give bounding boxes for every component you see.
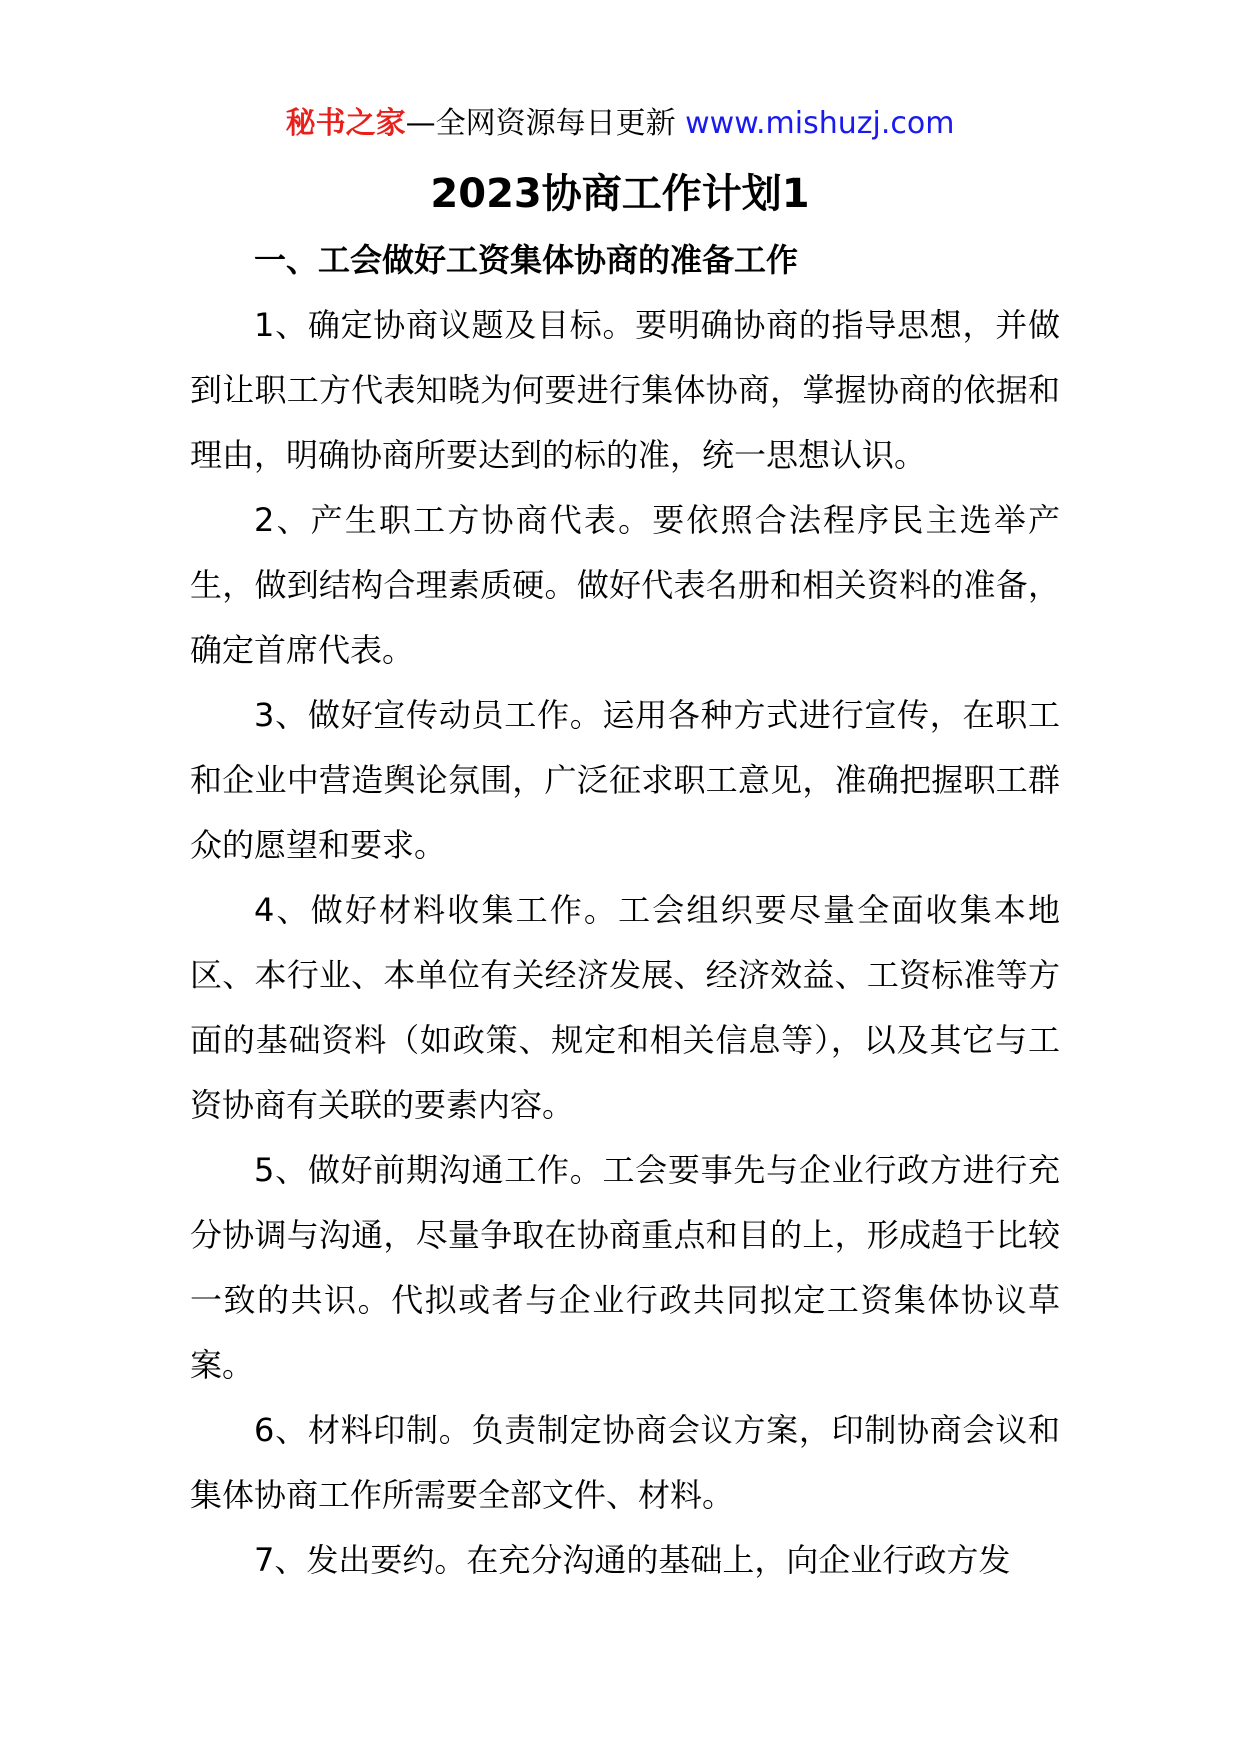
site-header [0, 100, 1240, 148]
site-url-link[interactable]: www.mishuzj.com [685, 106, 955, 141]
header-tagline: —全网资源每日更新 [405, 106, 676, 141]
section-heading: 一、工会做好工资集体协商的准备工作 [254, 241, 799, 279]
paragraph-1: 1、确定协商议题及目标。要明确协商的指导思想，并做到让职工方代表知晓为何要进行集体协商，掌握协商的依据和理由，明确协商所要达到的标的准，统一思想认识。 [190, 306, 1060, 474]
paragraph-7: 7、发出要约。在充分沟通的基础上，向企业行政方发 [254, 1541, 1011, 1579]
paragraph-5: 5、做好前期沟通工作。工会要事先与企业行政方进行充分协调与沟通，尽量争取在协商重点和目的上，形成趋于比较一致的共识。代拟或者与企业行政共同拟定工资集体协议草案。 [190, 1151, 1060, 1384]
paragraph-4: 4、做好材料收集工作。工会组织要尽量全面收集本地区、本行业、本单位有关经济发展、经济效益、工资标准等方面的基础资料（如政策、规定和相关信息等），以及其它与工资协商有关联的要素内容。 [190, 891, 1060, 1124]
paragraph-3: 3、做好宣传动员工作。运用各种方式进行宣传，在职工和企业中营造舆论氛围，广泛征求职工意见，准确把握职工群众的愿望和要求。 [190, 696, 1060, 864]
document-title: 2023协商工作计划1 [430, 171, 810, 217]
brand-name: 秘书之家 [285, 106, 406, 141]
paragraph-2: 2、产生职工方协商代表。要依照合法程序民主选举产生，做到结构合理素质硬。做好代表名册和相关资料的准备，确定首席代表。 [190, 501, 1060, 669]
document-body [190, 228, 1060, 1593]
paragraph-6: 6、材料印制。负责制定协商会议方案，印制协商会议和集体协商工作所需要全部文件、材料。 [190, 1411, 1060, 1514]
